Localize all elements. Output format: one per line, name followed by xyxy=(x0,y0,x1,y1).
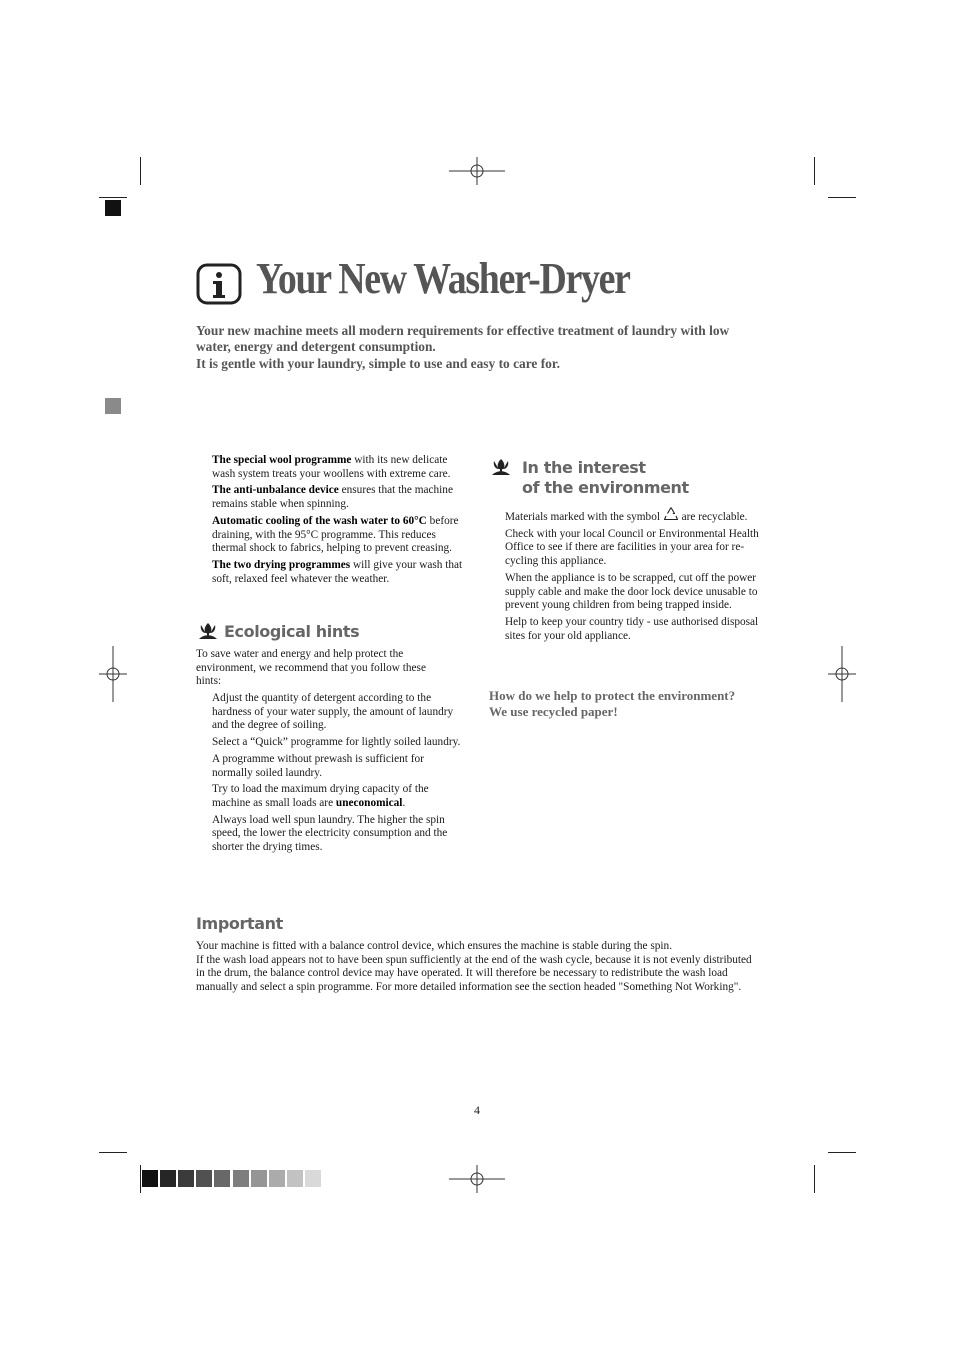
gray-swatch xyxy=(142,1170,158,1187)
recycled-paper-note: How do we help to protect the environment? We use recycled paper! xyxy=(489,688,736,719)
hint-item: Always load well spun laundry. The higher the spin speed, the lower the electricity consumption and the shorter the drying times. xyxy=(212,813,448,854)
gray-swatch xyxy=(269,1170,285,1187)
black-square-marker xyxy=(105,200,121,216)
gray-swatch xyxy=(214,1170,230,1187)
gray-swatch xyxy=(251,1170,267,1187)
important-text: Your machine is fitted with a balance control device, which ensures the machine is stable during the spin. If the wash load appears not to have been spun sufficiently at the end of the wash cycle, because it is not evenly distributed in the drum, the balance control device may have operated. It will therefore be necessary to redistribute the wash load manually and select a spin programme. For more detailed information see the section headed "Something Not Working". xyxy=(196,940,752,994)
hint-item: Adjust the quantity of detergent according to the hardness of your water supply, the amount of laundry and the degree of soiling. xyxy=(212,692,454,732)
registration-mark-left xyxy=(99,646,127,702)
environment-list xyxy=(505,506,761,646)
gray-swatch xyxy=(160,1170,176,1187)
gray-swatch xyxy=(196,1170,212,1187)
hint-item: Try to load the maximum drying capacity of the machine as small loads are uneconomical. xyxy=(212,783,429,809)
registration-mark-bottom xyxy=(449,1165,505,1193)
feature-item: Automatic cooling of the wash water to 60°C before draining, with the 95°C programme. This reduces thermal shock to fabrics, helping to prevent creasing. xyxy=(212,514,459,555)
registration-mark-right xyxy=(828,646,856,702)
gray-square-marker xyxy=(105,398,121,414)
hint-item: Select a “Quick” programme for lightly soiled laundry. xyxy=(212,736,461,749)
ecological-hints-list xyxy=(212,692,464,858)
gray-swatch xyxy=(233,1170,249,1187)
intro-paragraph: Your new machine meets all modern requirements for effective treatment of laundry with low water, energy and detergent consumption. xyxy=(196,323,730,354)
gray-swatch xyxy=(178,1170,194,1187)
feature-item: The two drying programmes will give your wash that soft, relaxed feel whatever the weather. xyxy=(212,558,463,585)
environment-item: Materials marked with the symbol are recyclable. xyxy=(505,506,761,525)
page-number: 4 xyxy=(474,1103,480,1117)
registration-mark-top xyxy=(449,157,505,185)
important-heading: Important xyxy=(196,914,283,933)
environment-item: Check with your local Council or Environmental Health Office to see if there are facilities in your area for re-cycling this appliance. xyxy=(505,527,759,568)
tulip-icon xyxy=(490,455,512,477)
page-title: Your New Washer-Dryer xyxy=(256,254,630,303)
gray-swatch xyxy=(287,1170,303,1187)
intro-paragraph-2: It is gentle with your laundry, simple to use and easy to care for. xyxy=(196,356,560,371)
ecological-intro: To save water and energy and help protect the environment, we recommend that you follow these hints: xyxy=(196,648,426,688)
environment-item: Help to keep your country tidy - use authorised disposal sites for your old appliance. xyxy=(505,615,759,642)
features-list xyxy=(212,454,464,589)
info-icon xyxy=(196,263,242,305)
environment-item: When the appliance is to be scrapped, cut off the power supply cable and make the door lock device unusable to prevent young children from being trapped inside. xyxy=(505,571,758,612)
gray-swatch xyxy=(305,1170,321,1187)
feature-item: The anti-unbalance device ensures that the machine remains stable when spinning. xyxy=(212,484,453,511)
recycle-icon xyxy=(663,506,679,522)
tulip-icon xyxy=(197,619,219,641)
hint-item: A programme without prewash is sufficient for normally soiled laundry. xyxy=(212,752,424,779)
environment-heading: In the interest of the environment xyxy=(522,458,689,497)
ecological-hints-heading: Ecological hints xyxy=(224,622,360,641)
feature-item: The special wool programme with its new delicate wash system treats your woollens with extreme care. xyxy=(212,454,451,480)
